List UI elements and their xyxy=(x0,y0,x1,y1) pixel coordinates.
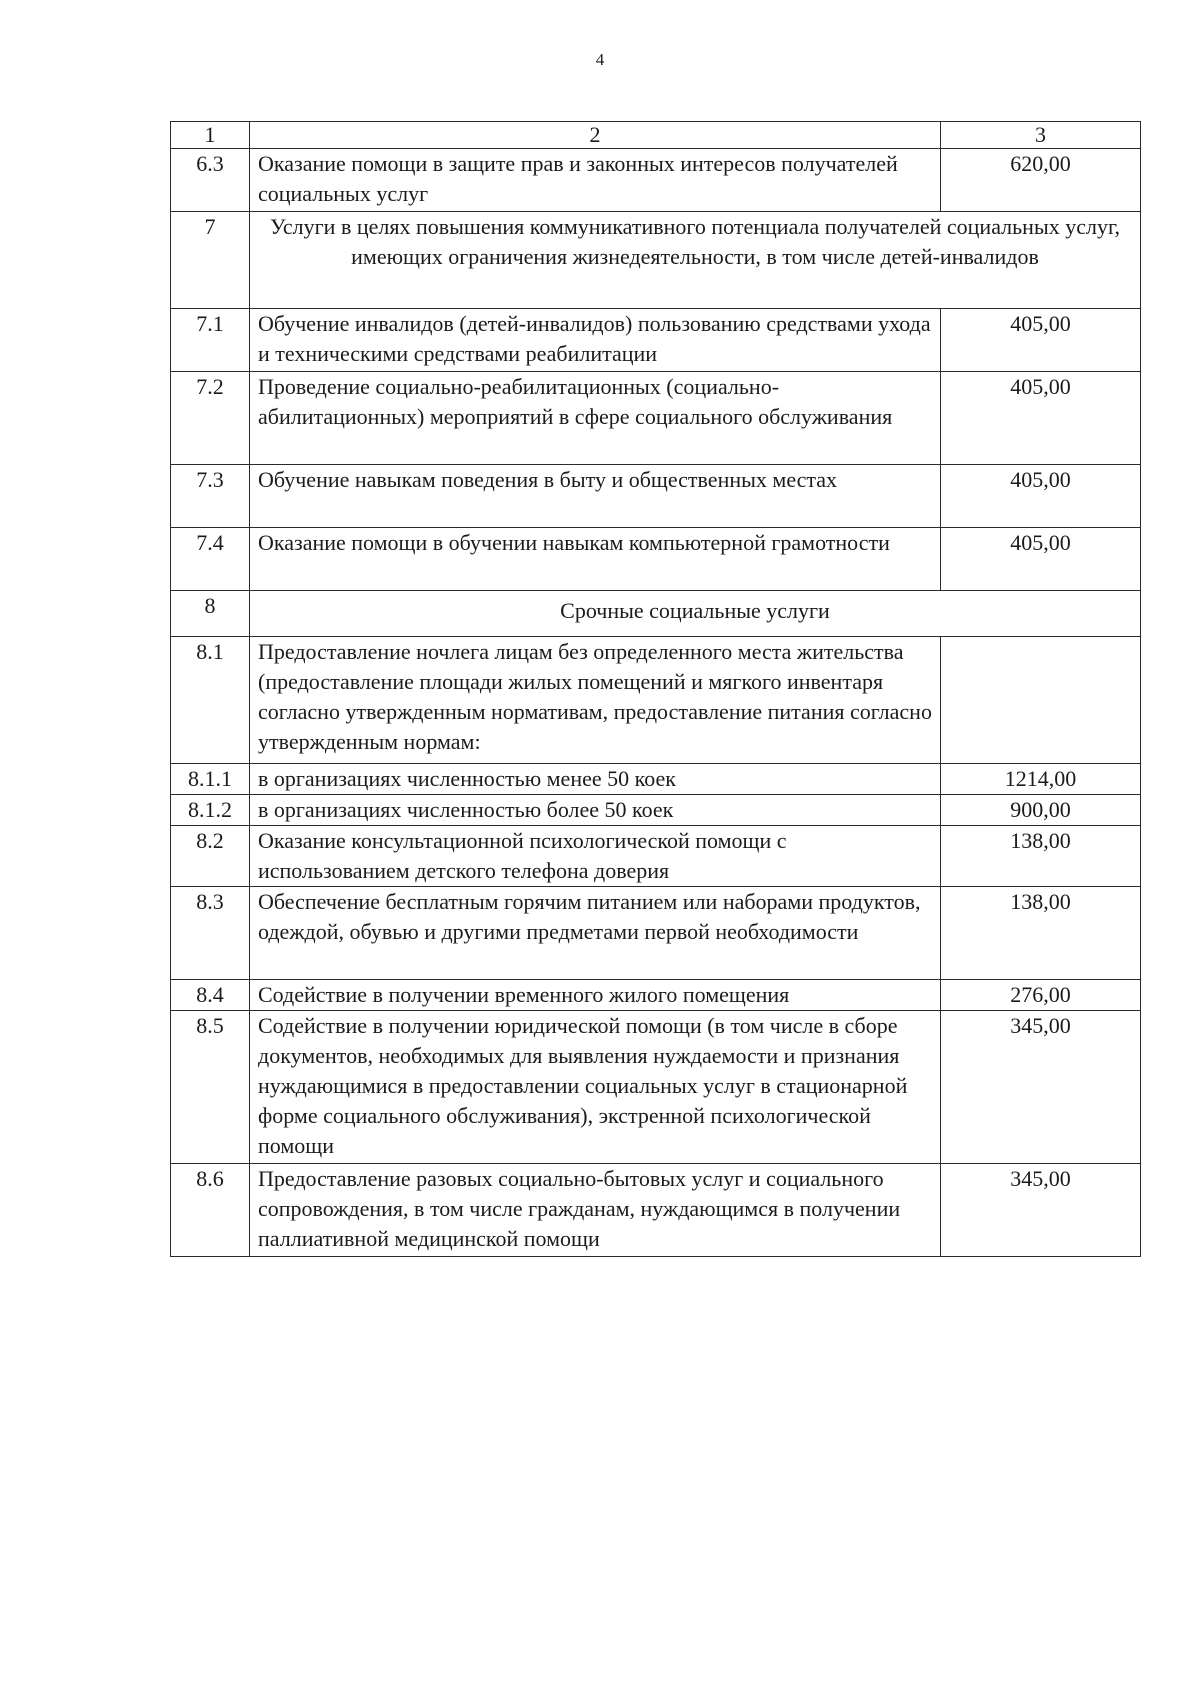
row-price: 405,00 xyxy=(941,372,1141,465)
row-description: Содействие в получении временного жилого помещения xyxy=(250,980,941,1011)
row-price: 276,00 xyxy=(941,980,1141,1011)
row-number: 7.1 xyxy=(171,309,250,372)
table-group-row xyxy=(171,591,1141,637)
row-price: 1214,00 xyxy=(941,764,1141,795)
row-description: Оказание консультационной психологической помощи с использованием детского телефона доверия xyxy=(250,826,941,887)
row-description: в организациях численностью менее 50 коек xyxy=(250,764,941,795)
row-number: 8.1.1 xyxy=(171,764,250,795)
row-price: 345,00 xyxy=(941,1164,1141,1257)
table-row xyxy=(171,764,1141,795)
row-description: Предоставление ночлега лицам без определенного места жительства (предоставление площади жилых помещений и мягкого инвентаря согласно утвержденным нормативам, предоставление питания согласно утвержденным нормам: xyxy=(250,637,941,764)
page-number: 4 xyxy=(595,50,605,69)
row-description: Обеспечение бесплатным горячим питанием или наборами продуктов, одеждой, обувью и другими предметами первой необходимости xyxy=(250,887,941,980)
table-row xyxy=(171,309,1141,372)
row-price: 405,00 xyxy=(941,309,1141,372)
row-price: 138,00 xyxy=(941,826,1141,887)
row-number: 6.3 xyxy=(171,149,250,212)
table-row xyxy=(171,149,1141,212)
row-description: Оказание помощи в защите прав и законных интересов получателей социальных услуг xyxy=(250,149,941,212)
table-row xyxy=(171,528,1141,591)
table-row xyxy=(171,637,1141,764)
row-price: 138,00 xyxy=(941,887,1141,980)
row-price: 345,00 xyxy=(941,1011,1141,1164)
group-title: Срочные социальные услуги xyxy=(250,591,1141,637)
header-col-description: 2 xyxy=(250,122,941,149)
row-number: 8.4 xyxy=(171,980,250,1011)
row-price: 620,00 xyxy=(941,149,1141,212)
row-description: Проведение социально-реабилитационных (социально-абилитационных) мероприятий в сфере социального обслуживания xyxy=(250,372,941,465)
row-description: Предоставление разовых социально-бытовых услуг и социального сопровождения, в том числе гражданам, нуждающимся в получении паллиативной медицинской помощи xyxy=(250,1164,941,1257)
table-row xyxy=(171,1011,1141,1164)
row-price: 900,00 xyxy=(941,795,1141,826)
row-number: 8.5 xyxy=(171,1011,250,1164)
table-row xyxy=(171,887,1141,980)
row-description: Оказание помощи в обучении навыкам компьютерной грамотности xyxy=(250,528,941,591)
group-number: 8 xyxy=(171,591,250,637)
row-description: Обучение навыкам поведения в быту и общественных местах xyxy=(250,465,941,528)
group-number: 7 xyxy=(171,212,250,309)
row-number: 8.3 xyxy=(171,887,250,980)
table-header-row xyxy=(171,122,1141,149)
row-number: 8.6 xyxy=(171,1164,250,1257)
row-description: Содействие в получении юридической помощи (в том числе в сборе документов, необходимых для выявления нуждаемости и признания нуждающимися в предоставлении социальных услуг в стационарной форме социального обслуживания), экстренной психологической помощи xyxy=(250,1011,941,1164)
table-group-row xyxy=(171,212,1141,309)
row-number: 8.2 xyxy=(171,826,250,887)
row-number: 7.2 xyxy=(171,372,250,465)
header-col-number: 1 xyxy=(171,122,250,149)
row-number: 8.1 xyxy=(171,637,250,764)
row-number: 7.4 xyxy=(171,528,250,591)
table-row xyxy=(171,826,1141,887)
row-price: 405,00 xyxy=(941,465,1141,528)
row-price: 405,00 xyxy=(941,528,1141,591)
table-row xyxy=(171,372,1141,465)
header-col-price: 3 xyxy=(941,122,1141,149)
table-row xyxy=(171,980,1141,1011)
table-row xyxy=(171,795,1141,826)
services-price-table xyxy=(170,121,1141,1257)
table-row xyxy=(171,465,1141,528)
row-number: 7.3 xyxy=(171,465,250,528)
table-row xyxy=(171,1164,1141,1257)
row-description: Обучение инвалидов (детей-инвалидов) пользованию средствами ухода и техническими средствами реабилитации xyxy=(250,309,941,372)
row-number: 8.1.2 xyxy=(171,795,250,826)
row-price xyxy=(941,637,1141,764)
group-title: Услуги в целях повышения коммуникативного потенциала получателей социальных услуг, имеющих ограничения жизнедеятельности, в том числе детей-инвалидов xyxy=(250,212,1141,309)
row-description: в организациях численностью более 50 коек xyxy=(250,795,941,826)
